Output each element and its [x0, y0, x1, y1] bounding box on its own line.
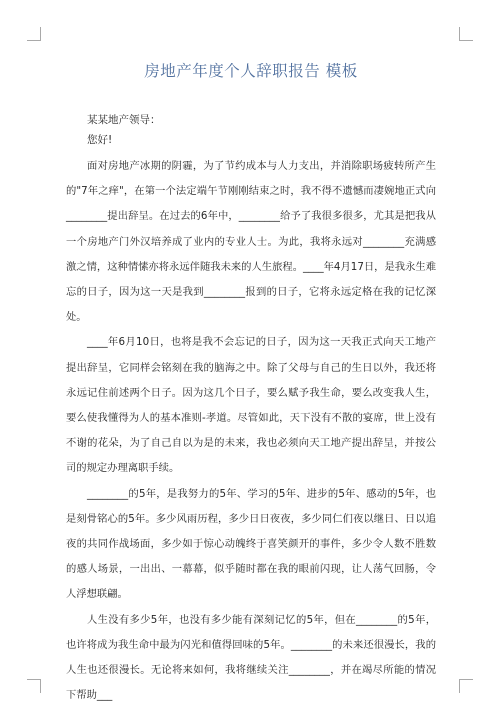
- greeting-line: 您好!: [87, 134, 113, 146]
- crop-mark-bottom-left: [27, 679, 41, 693]
- crop-mark-top-right: [459, 27, 473, 41]
- crop-mark-top-left: [27, 27, 41, 41]
- document-title: 房地产年度个人辞职报告 模板: [144, 62, 358, 80]
- document-page: [66, 58, 436, 708]
- body-paragraph-2: ____年6月10日，也将是我不会忘记的日子，因为这一天我正式向天工地产提出辞呈，它同样会铭刻在我的脑海之中。除了父母与自己的生日以外，我还将永远记住前述两个日子。因为这几个日子，要么赋予我生命，要么改变我人生，要么使我懂得为人的基本准则-孝道。尽管如此，天下没有不散的宴席，世上没有不谢的花朵，为了自己自以为是的未来，我也必须向天工地产提出辞呈，并按公司的规定办理离职手续。: [66, 336, 436, 475]
- body-paragraph-1: 面对房地产冰期的阴霾，为了节约成本与人力支出，并消除职场疲转所产生的"7年之痒"，在第一个法定端午节刚刚结束之时，我不得不遗憾而凄婉地正式向________提出辞呈。在过去的6年中，________给予了我很多很多，尤其是把我从一个房地产门外汉培养成了业内的专业人士。为此，我将永远对________充满感激之情，这种情愫亦将永远伴随我未来的人生旅程。____年4月17日，是我永生难忘的日子，因为这一天是我到________报到的日子，它将永远定格在我的记忆深处。: [66, 160, 436, 324]
- crop-mark-bottom-right: [459, 679, 473, 693]
- body-paragraph-3: ________的5年，是我努力的5年、学习的5年、进步的5年、感动的5年，也是刻骨铭心的5年。多少风雨历程，多少日日夜夜，多少同仁们夜以继日、日以追夜的共同作战场面，多少如于惊心动魄终于喜笑颜开的事件，多少令人数不胜数的感人场景，一出出、一幕幕，似乎随时都在我的眼前闪现，让人荡气回肠，令人浮想联翩。: [66, 487, 436, 601]
- body-paragraph-4: 人生没有多少5年，也没有多少能有深刻记忆的5年，但在________的5年，也许将成为我生命中最为闪光和值得回味的5年。________的未来还很漫长，我的人生也还很漫长。无论将来如何，我将继续关注________，并在竭尽所能的情况下帮助___: [66, 613, 436, 702]
- recipient-line: 某某地产领导：: [87, 114, 161, 126]
